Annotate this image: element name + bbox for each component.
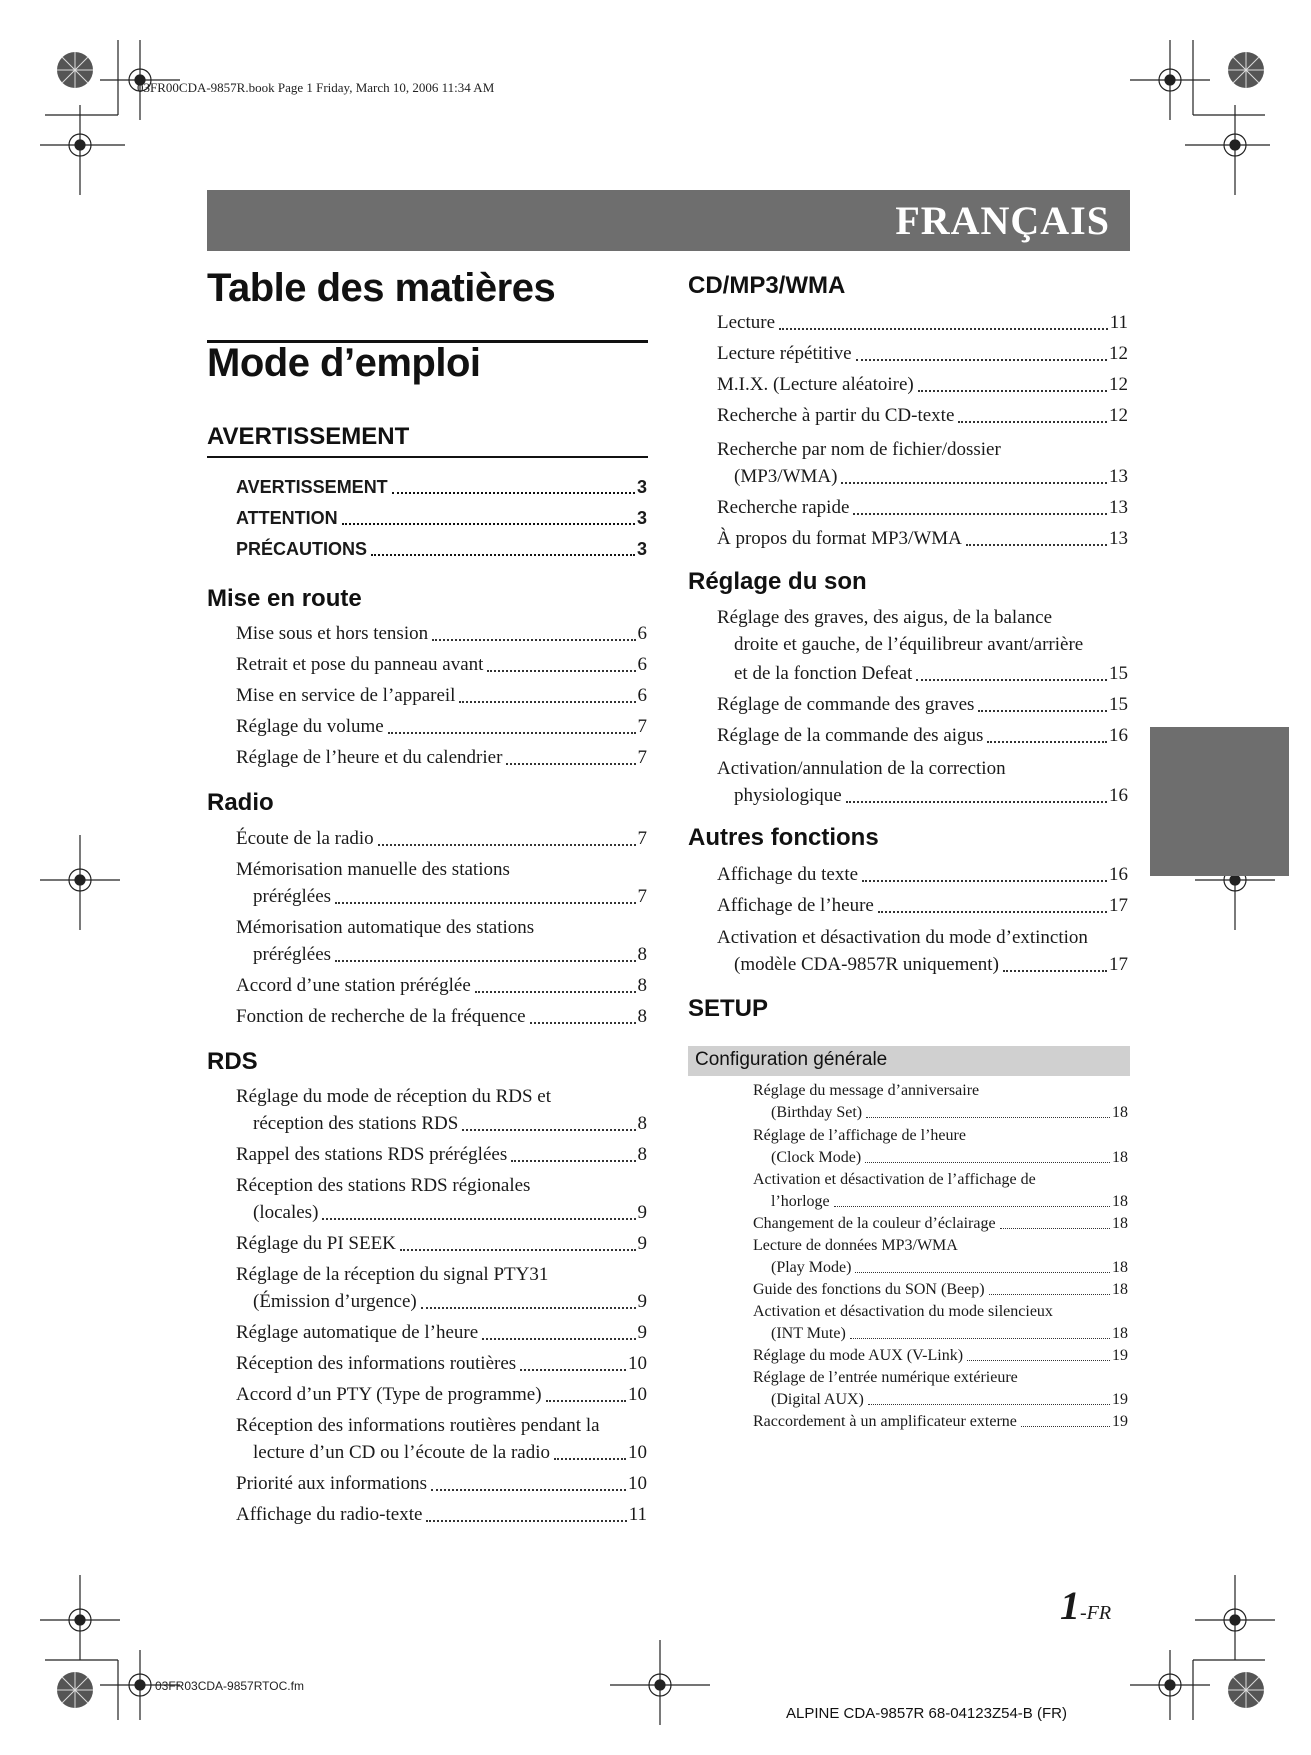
side-thumb-tab <box>1150 727 1289 876</box>
subsection-band-configuration <box>688 1046 1130 1076</box>
toc-entry[interactable]: Réglage de la commande des aigus 16 <box>717 725 1128 746</box>
toc-entry[interactable]: Réglage du volume 7 <box>236 716 647 737</box>
toc-entry[interactable]: Réglage du mode AUX (V-Link) 19 <box>753 1347 1128 1364</box>
toc-entry[interactable]: Écoute de la radio 7 <box>236 828 647 849</box>
toc-entry-line[interactable]: Réglage de la réception du signal PTY31 <box>236 1264 549 1285</box>
toc-entry[interactable]: (Birthday Set) 18 <box>771 1104 1128 1121</box>
toc-entry[interactable]: Réglage de commande des graves 15 <box>717 694 1128 715</box>
toc-entry[interactable]: Retrait et pose du panneau avant 6 <box>236 654 647 675</box>
subsection-label: Configuration générale <box>695 1049 888 1070</box>
toc-entry[interactable]: Fonction de recherche de la fréquence 8 <box>236 1006 647 1027</box>
toc-entry-line[interactable]: Activation/annulation de la correction <box>717 758 1006 779</box>
toc-entry-line[interactable]: Lecture de données MP3/WMA <box>753 1237 958 1254</box>
section-heading-avertissement: AVERTISSEMENT <box>207 423 410 450</box>
toc-entry[interactable]: (INT Mute) 18 <box>771 1325 1128 1342</box>
toc-entry[interactable]: Rappel des stations RDS préréglées 8 <box>236 1144 647 1165</box>
toc-entry-line[interactable]: Réglage du mode de réception du RDS et <box>236 1086 552 1107</box>
printer-info-top: 03FR00CDA-9857R.book Page 1 Friday, March 10, 2006 11:34 AM <box>137 80 495 95</box>
toc-entry-line[interactable]: Réglage du message d’anniversaire <box>753 1082 980 1099</box>
toc-entry-line[interactable]: droite et gauche, de l’équilibreur avant/arrière <box>734 634 1084 655</box>
page-title-mode: Mode d’emploi <box>207 341 481 385</box>
toc-entry[interactable]: Changement de la couleur d’éclairage 18 <box>753 1215 1128 1232</box>
toc-entry[interactable]: (Digital AUX) 19 <box>771 1391 1128 1408</box>
toc-entry[interactable]: et de la fonction Defeat 15 <box>734 663 1128 684</box>
toc-entry[interactable]: lecture d’un CD ou l’écoute de la radio 10 <box>253 1442 647 1463</box>
section-heading-rds: RDS <box>207 1048 258 1075</box>
toc-entry-line[interactable]: Réglage de l’entrée numérique extérieure <box>753 1369 1018 1386</box>
toc-entry[interactable]: physiologique 16 <box>734 785 1128 806</box>
toc-entry[interactable]: Affichage de l’heure 17 <box>717 895 1128 916</box>
footer-model-code: ALPINE CDA-9857R 68-04123Z54-B (FR) <box>786 1705 1067 1722</box>
page-number <box>1060 1582 1111 1629</box>
toc-entry-line[interactable]: Recherche par nom de fichier/dossier <box>717 439 1001 460</box>
toc-entry-line[interactable]: Activation et désactivation de l’affichage de <box>753 1171 1036 1188</box>
toc-entry[interactable]: Mise en service de l’appareil 6 <box>236 685 647 706</box>
section-rule <box>207 456 648 458</box>
toc-entry-line[interactable]: Réglage des graves, des aigus, de la balance <box>717 607 1053 628</box>
toc-entry[interactable]: Recherche à partir du CD-texte 12 <box>717 405 1128 426</box>
toc-entry-line[interactable]: Réception des stations RDS régionales <box>236 1175 531 1196</box>
toc-entry-line[interactable]: Réglage de l’affichage de l’heure <box>753 1127 966 1144</box>
toc-entry[interactable]: (modèle CDA-9857R uniquement) 17 <box>734 954 1128 975</box>
toc-entry[interactable]: Lecture répétitive 12 <box>717 343 1128 364</box>
section-heading-mise-en-route: Mise en route <box>207 585 362 612</box>
language-header-band <box>207 190 1130 251</box>
toc-entry-line[interactable]: Activation et désactivation du mode d’extinction <box>717 927 1088 948</box>
toc-entry[interactable]: préréglées 7 <box>253 886 647 907</box>
toc-entry[interactable]: Affichage du radio-texte 11 <box>236 1504 647 1525</box>
toc-entry[interactable]: Priorité aux informations 10 <box>236 1473 647 1494</box>
section-heading-son: Réglage du son <box>688 568 867 595</box>
toc-entry[interactable]: Réception des informations routières 10 <box>236 1353 647 1374</box>
toc-entry[interactable]: Guide des fonctions du SON (Beep) 18 <box>753 1281 1128 1298</box>
page-number-suffix: -FR <box>1080 1602 1112 1624</box>
toc-entry[interactable]: l’horloge 18 <box>771 1193 1128 1210</box>
toc-entry-line[interactable]: Mémorisation automatique des stations <box>236 917 535 938</box>
section-heading-setup: SETUP <box>688 995 769 1022</box>
section-heading-radio: Radio <box>207 789 274 816</box>
toc-entry-line[interactable]: Mémorisation manuelle des stations <box>236 859 510 880</box>
toc-entry[interactable]: réception des stations RDS 8 <box>253 1113 647 1134</box>
language-label: FRANÇAIS <box>895 198 1110 243</box>
section-heading-autres: Autres fonctions <box>688 824 879 851</box>
toc-entry[interactable]: AVERTISSEMENT 3 <box>236 477 647 497</box>
toc-entry-line[interactable]: Activation et désactivation du mode silencieux <box>753 1303 1053 1320</box>
toc-entry[interactable]: Mise sous et hors tension 6 <box>236 623 647 644</box>
toc-entry[interactable]: (Émission d’urgence) 9 <box>253 1291 647 1312</box>
toc-entry[interactable]: Réglage automatique de l’heure 9 <box>236 1322 647 1343</box>
toc-entry[interactable]: préréglées 8 <box>253 944 647 965</box>
toc-entry[interactable]: Recherche rapide 13 <box>717 497 1128 518</box>
page-number-value: 1 <box>1060 1583 1080 1628</box>
toc-entry[interactable]: (MP3/WMA) 13 <box>734 466 1128 487</box>
toc-entry[interactable]: (Clock Mode) 18 <box>771 1149 1128 1166</box>
section-heading-cd: CD/MP3/WMA <box>688 272 846 299</box>
toc-entry[interactable]: PRÉCAUTIONS 3 <box>236 539 647 559</box>
printer-info-bottom: 03FR03CDA-9857RTOC.fm <box>155 1679 304 1693</box>
toc-entry[interactable]: ATTENTION 3 <box>236 508 647 528</box>
toc-entry[interactable]: Accord d’un PTY (Type de programme) 10 <box>236 1384 647 1405</box>
toc-entry[interactable]: (Play Mode) 18 <box>771 1259 1128 1276</box>
toc-entry[interactable]: Accord d’une station préréglée 8 <box>236 975 647 996</box>
toc-entry[interactable]: Affichage du texte 16 <box>717 864 1128 885</box>
toc-entry[interactable]: Raccordement à un amplificateur externe 19 <box>753 1413 1128 1430</box>
toc-entry[interactable]: (locales) 9 <box>253 1202 647 1223</box>
toc-entry[interactable]: Réglage du PI SEEK 9 <box>236 1233 647 1254</box>
page-title-toc: Table des matières <box>207 266 556 310</box>
toc-entry-line[interactable]: Réception des informations routières pendant la <box>236 1415 600 1436</box>
toc-entry[interactable]: Lecture 11 <box>717 312 1128 333</box>
toc-entry[interactable]: À propos du format MP3/WMA 13 <box>717 528 1128 549</box>
toc-entry[interactable]: Réglage de l’heure et du calendrier 7 <box>236 747 647 768</box>
toc-entry[interactable]: M.I.X. (Lecture aléatoire) 12 <box>717 374 1128 395</box>
